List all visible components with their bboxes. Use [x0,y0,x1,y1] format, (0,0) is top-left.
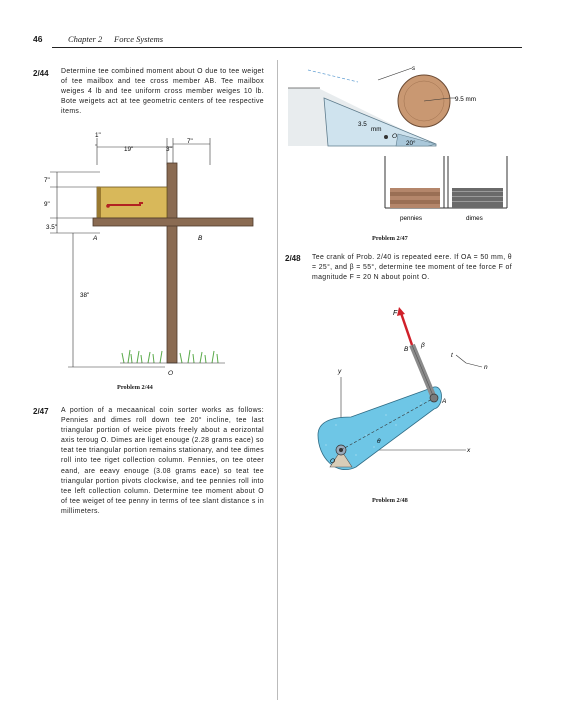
dim-9: 9" [44,201,50,208]
roll-direction [308,70,358,82]
chapter-label: Chapter 2 [68,34,103,44]
problem-text-247: A portion of a mecaanical coin sorter works as follows: Pennies and dimes roll down tee 20° incline, tee last triangular portion of weice pivots freely about a eorizontal axis teroug O. Dimes are liget enouge (2.28 grams eace) so teat tee triangular portion remains stationary, and tee dimes roll into tee riget collection column. Pennies, on tee oteer eand, are eeavy enouge (3.08 grams eace) so teat tee triangular portion pivots clockwise, and tee pennies roll into tee left collection column. Determine tee moment about O of tee weiget of tee penny in terms of tee slant distance s in millimeters. [61,407,264,515]
column-divider [277,60,278,700]
label-a: A [93,235,98,242]
label-mm: mm [371,126,382,133]
label-s: s [412,65,416,72]
problem-number-247: 2/47 [33,407,49,416]
label-a-crank: A [442,398,447,405]
dim-19: 19" [124,146,134,153]
label-theta: θ [377,438,381,445]
label-t: t [451,352,453,359]
mailbox-body [97,187,167,218]
caption-248: Problem 2/48 [372,497,408,504]
dim-1: 1" [95,132,101,139]
problem-text-248: Tee crank of Prob. 2/40 is repeated eere. If OA = 50 mm, θ = 25°, and β = 55°, determine tee moment of tee force F of magnitude F = 20 N about point O. [312,254,512,282]
dimes-stack [452,188,503,208]
label-o: O [168,370,174,375]
label-dimes: dimes [466,215,483,222]
problem-number-248: 2/48 [285,254,301,263]
crank-figure [296,305,526,495]
label-radius-95: 9.5 mm [455,96,476,103]
coin-sorter-figure [288,58,518,233]
label-f: F [393,310,398,317]
header-rule [52,47,522,48]
label-o-crank: O [330,458,336,465]
label-pennies: pennies [400,215,423,222]
cross-member-ab [93,218,253,226]
section-label: Force Systems [114,34,164,44]
label-n: n [484,364,488,371]
label-b: B [404,346,409,353]
problem-number-244: 2/44 [33,69,49,78]
label-x: x [467,447,471,454]
mailbox-figure [40,125,280,375]
caption-244: Problem 2/44 [117,384,153,391]
dim-38: 38" [80,292,90,299]
caption-247: Problem 2/47 [372,235,408,242]
dim-7-side: 7" [44,177,50,184]
force-arrow [401,313,412,345]
label-o-coin: O [392,133,398,140]
dim-3-5: 3.5" [46,224,57,231]
mailbox-post [167,163,177,363]
label-y: y [338,368,342,375]
mailbox-dimension-lines [50,138,210,367]
mailbox-door [97,187,101,218]
label-3-5: 3.5 [358,121,367,128]
problem-text-244: Determine tee combined moment about O due to tee weiget of tee mailbox and tee cross member AB. Tee mailbox weiges 4 lb and tee uniform cross member weiges 10 lb. Bote weigets act at tee geometric centers of tee respective items. [61,68,264,116]
pennies-stack [390,188,440,208]
label-b: B [198,235,203,242]
pivot-o [384,135,388,139]
dim-7-top: 7" [187,138,193,145]
label-20deg: 20° [406,140,416,147]
label-beta: β [421,342,425,349]
page-number: 46 [33,34,43,44]
dim-3: 3" [166,146,172,153]
